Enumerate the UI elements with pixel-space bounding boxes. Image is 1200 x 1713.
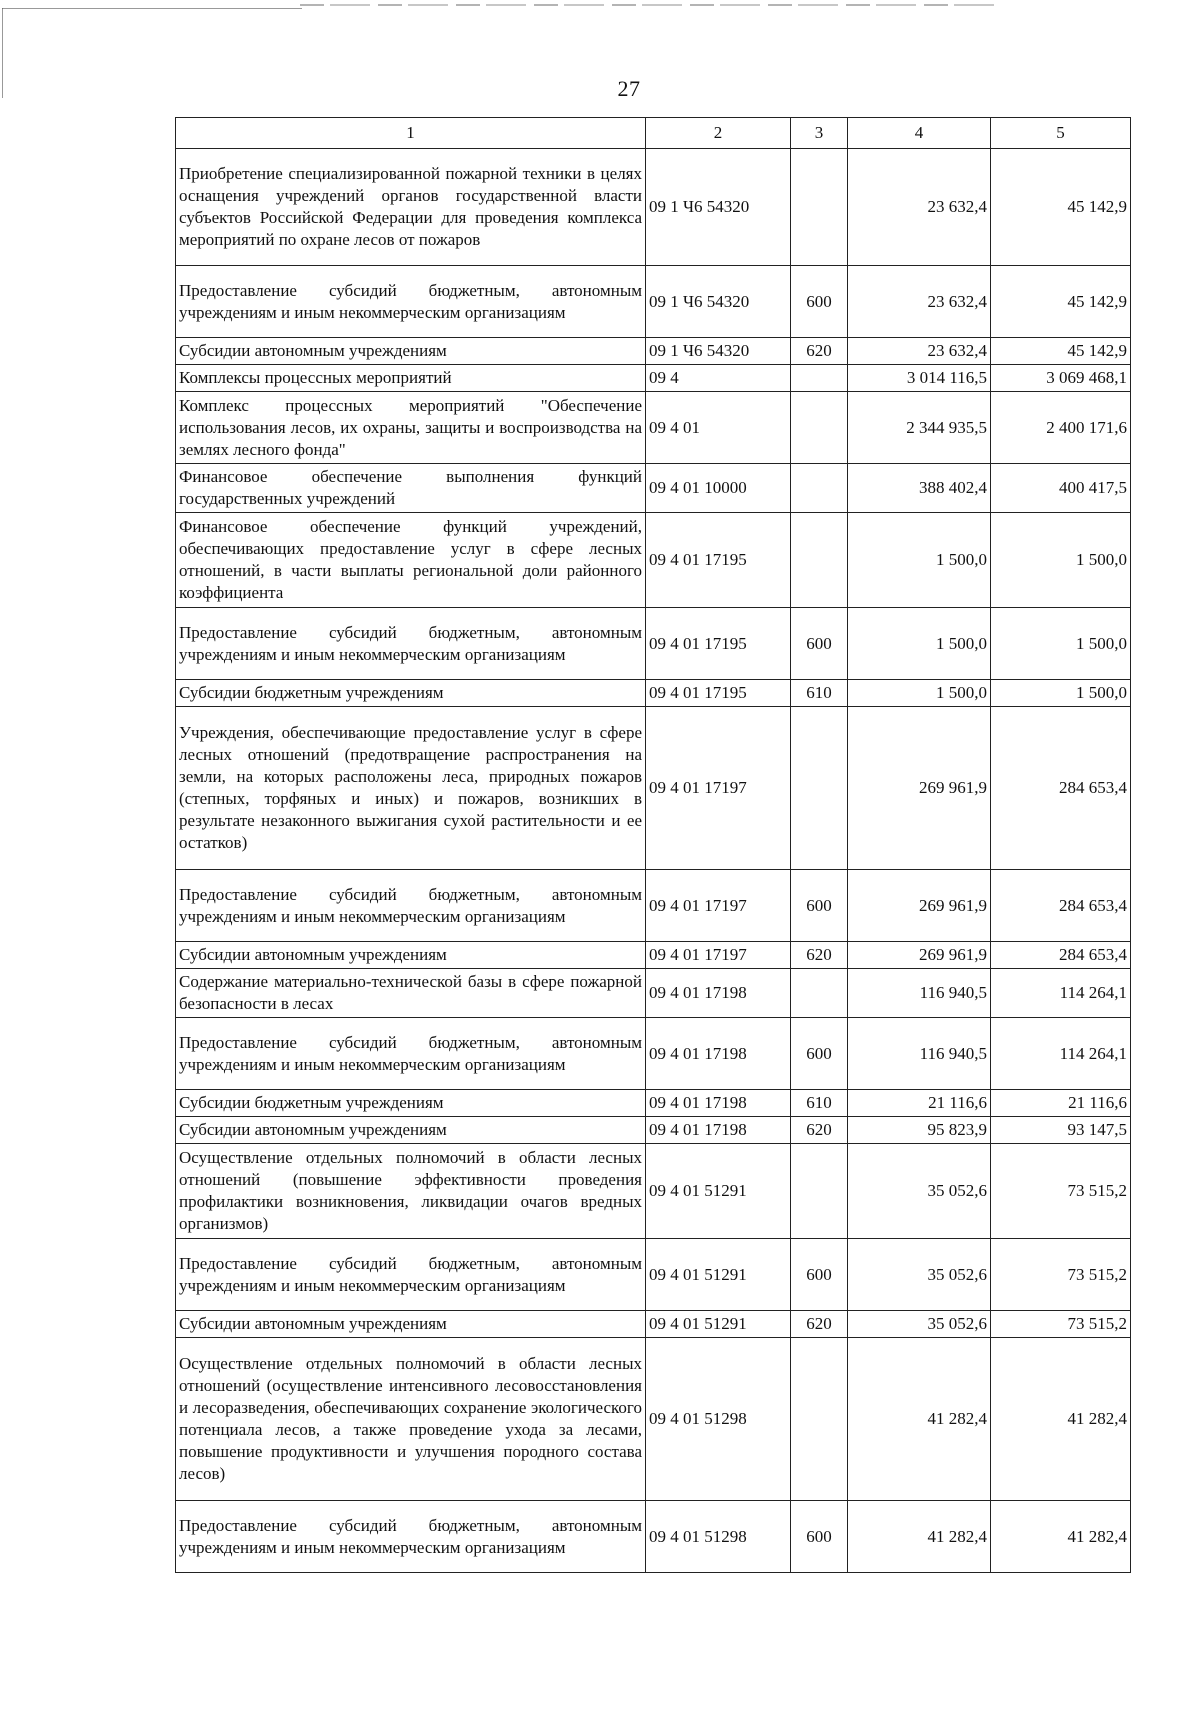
- row-name: Субсидии автономным учреждениям: [176, 1311, 646, 1338]
- row-name: Субсидии автономным учреждениям: [176, 942, 646, 969]
- row-type: [791, 1144, 848, 1239]
- row-type: [791, 513, 848, 608]
- row-value-col4: 41 282,4: [848, 1501, 991, 1573]
- table-row: [176, 942, 1131, 969]
- row-code: 09 4 01 51291: [646, 1311, 791, 1338]
- row-name: Осуществление отдельных полномочий в области лесных отношений (осуществление интенсивного лесовосстановления и лесоразведения, обеспечивающих сохранение экологического потенциала лесов, а также проведение ухода за лесами, повышение продуктивности и улучшения породного состава лесов): [176, 1338, 646, 1501]
- row-code: 09 4 01 51291: [646, 1239, 791, 1311]
- row-name: Субсидии бюджетным учреждениям: [176, 1090, 646, 1117]
- row-code: 09 4 01 51298: [646, 1338, 791, 1501]
- row-type: [791, 707, 848, 870]
- row-value-col5: 284 653,4: [991, 942, 1131, 969]
- table-row: [176, 1144, 1131, 1239]
- row-value-col5: 284 653,4: [991, 707, 1131, 870]
- header-cell: 1: [176, 118, 646, 149]
- table-row: [176, 513, 1131, 608]
- row-value-col4: 116 940,5: [848, 969, 991, 1018]
- row-value-col4: 269 961,9: [848, 707, 991, 870]
- page-number-container: [0, 76, 1200, 102]
- table-row: [176, 969, 1131, 1018]
- row-type: [791, 464, 848, 513]
- budget-table: [175, 117, 1131, 1573]
- row-code: 09 4 01 17195: [646, 680, 791, 707]
- row-value-col4: 21 116,6: [848, 1090, 991, 1117]
- row-value-col4: 3 014 116,5: [848, 365, 991, 392]
- row-code: 09 1 Ч6 54320: [646, 149, 791, 266]
- row-value-col5: 3 069 468,1: [991, 365, 1131, 392]
- row-name: Предоставление субсидий бюджетным, автономным учреждениям и иным некоммерческим организациям: [176, 608, 646, 680]
- table-row: [176, 1117, 1131, 1144]
- row-value-col5: 73 515,2: [991, 1311, 1131, 1338]
- row-value-col5: 1 500,0: [991, 513, 1131, 608]
- table-row: [176, 707, 1131, 870]
- table-row: [176, 1338, 1131, 1501]
- row-value-col5: 114 264,1: [991, 1018, 1131, 1090]
- row-value-col4: 269 961,9: [848, 870, 991, 942]
- row-value-col5: 114 264,1: [991, 969, 1131, 1018]
- row-code: 09 1 Ч6 54320: [646, 266, 791, 338]
- row-value-col4: 1 500,0: [848, 513, 991, 608]
- row-type: 610: [791, 680, 848, 707]
- table-row: [176, 608, 1131, 680]
- row-value-col5: 73 515,2: [991, 1144, 1131, 1239]
- row-code: 09 4: [646, 365, 791, 392]
- row-value-col4: 35 052,6: [848, 1144, 991, 1239]
- row-name: Учреждения, обеспечивающие предоставление услуг в сфере лесных отношений (предотвращение распространения на земли, на которых расположены леса, природных пожаров (степных, торфяных и иных) и пожаров, возникших в результате незаконного выжигания сухой растительности и ее остатков): [176, 707, 646, 870]
- row-name: Предоставление субсидий бюджетным, автономным учреждениям и иным некоммерческим организациям: [176, 266, 646, 338]
- row-value-col4: 2 344 935,5: [848, 392, 991, 464]
- row-name: Осуществление отдельных полномочий в области лесных отношений (повышение эффективности проведения профилактики возникновения, ликвидации очагов вредных организмов): [176, 1144, 646, 1239]
- row-code: 09 4 01 17198: [646, 969, 791, 1018]
- row-type: 600: [791, 1239, 848, 1311]
- table-row: [176, 266, 1131, 338]
- row-type: 610: [791, 1090, 848, 1117]
- table-row: [176, 338, 1131, 365]
- row-value-col4: 23 632,4: [848, 338, 991, 365]
- row-value-col4: 1 500,0: [848, 608, 991, 680]
- table-row: [176, 149, 1131, 266]
- row-type: 620: [791, 942, 848, 969]
- row-value-col5: 73 515,2: [991, 1239, 1131, 1311]
- row-name: Предоставление субсидий бюджетным, автономным учреждениям и иным некоммерческим организациям: [176, 1239, 646, 1311]
- row-type: 600: [791, 608, 848, 680]
- row-code: 09 4 01 17198: [646, 1018, 791, 1090]
- row-code: 09 4 01: [646, 392, 791, 464]
- row-value-col5: 45 142,9: [991, 149, 1131, 266]
- row-value-col4: 23 632,4: [848, 266, 991, 338]
- header-cell: 3: [791, 118, 848, 149]
- row-type: 600: [791, 1018, 848, 1090]
- row-code: 09 4 01 17197: [646, 870, 791, 942]
- table-row: [176, 870, 1131, 942]
- header-cell: 5: [991, 118, 1131, 149]
- row-name: Субсидии автономным учреждениям: [176, 338, 646, 365]
- row-type: [791, 969, 848, 1018]
- page-number: 27: [617, 76, 641, 101]
- row-name: Финансовое обеспечение функций учреждений, обеспечивающих предоставление услуг в сфере лесных отношений, в части выплаты региональной доли районного коэффициента: [176, 513, 646, 608]
- row-name: Предоставление субсидий бюджетным, автономным учреждениям и иным некоммерческим организациям: [176, 1018, 646, 1090]
- row-code: 09 1 Ч6 54320: [646, 338, 791, 365]
- row-code: 09 4 01 51298: [646, 1501, 791, 1573]
- row-value-col4: 1 500,0: [848, 680, 991, 707]
- row-code: 09 4 01 17197: [646, 942, 791, 969]
- scan-edge-top: [300, 4, 1000, 6]
- table-row: [176, 1501, 1131, 1573]
- header-cell: 2: [646, 118, 791, 149]
- table-row: [176, 1239, 1131, 1311]
- row-type: 620: [791, 1117, 848, 1144]
- row-value-col5: 45 142,9: [991, 338, 1131, 365]
- row-value-col5: 93 147,5: [991, 1117, 1131, 1144]
- row-value-col5: 45 142,9: [991, 266, 1131, 338]
- table-row: [176, 1018, 1131, 1090]
- scan-edge-top-left: [2, 8, 302, 9]
- table-row: [176, 392, 1131, 464]
- row-code: 09 4 01 10000: [646, 464, 791, 513]
- row-value-col4: 269 961,9: [848, 942, 991, 969]
- row-type: [791, 1338, 848, 1501]
- row-type: [791, 365, 848, 392]
- table-row: [176, 464, 1131, 513]
- row-type: 600: [791, 266, 848, 338]
- row-name: Приобретение специализированной пожарной техники в целях оснащения учреждений органов государственной власти субъектов Российской Федерации для проведения комплекса мероприятий по охране лесов от пожаров: [176, 149, 646, 266]
- row-code: 09 4 01 17195: [646, 513, 791, 608]
- row-value-col4: 23 632,4: [848, 149, 991, 266]
- table-row: [176, 365, 1131, 392]
- table-row: [176, 680, 1131, 707]
- row-value-col5: 21 116,6: [991, 1090, 1131, 1117]
- row-value-col5: 400 417,5: [991, 464, 1131, 513]
- row-value-col4: 116 940,5: [848, 1018, 991, 1090]
- row-type: [791, 392, 848, 464]
- row-name: Комплекс процессных мероприятий "Обеспечение использования лесов, их охраны, защиты и воспроизводства на землях лесного фонда": [176, 392, 646, 464]
- row-value-col4: 95 823,9: [848, 1117, 991, 1144]
- row-name: Предоставление субсидий бюджетным, автономным учреждениям и иным некоммерческим организациям: [176, 870, 646, 942]
- row-type: 600: [791, 870, 848, 942]
- row-value-col4: 388 402,4: [848, 464, 991, 513]
- row-name: Субсидии автономным учреждениям: [176, 1117, 646, 1144]
- row-value-col4: 35 052,6: [848, 1311, 991, 1338]
- row-name: Предоставление субсидий бюджетным, автономным учреждениям и иным некоммерческим организациям: [176, 1501, 646, 1573]
- row-name: Субсидии бюджетным учреждениям: [176, 680, 646, 707]
- row-type: 620: [791, 338, 848, 365]
- row-name: Комплексы процессных мероприятий: [176, 365, 646, 392]
- row-type: [791, 149, 848, 266]
- row-type: 620: [791, 1311, 848, 1338]
- row-name: Содержание материально-технической базы в сфере пожарной безопасности в лесах: [176, 969, 646, 1018]
- table-row: [176, 1090, 1131, 1117]
- row-value-col5: 1 500,0: [991, 608, 1131, 680]
- row-value-col5: 41 282,4: [991, 1501, 1131, 1573]
- row-type: 600: [791, 1501, 848, 1573]
- row-code: 09 4 01 17197: [646, 707, 791, 870]
- row-value-col5: 2 400 171,6: [991, 392, 1131, 464]
- table-header-row: [176, 118, 1131, 149]
- row-value-col4: 41 282,4: [848, 1338, 991, 1501]
- row-value-col4: 35 052,6: [848, 1239, 991, 1311]
- row-value-col5: 1 500,0: [991, 680, 1131, 707]
- table-row: [176, 1311, 1131, 1338]
- row-code: 09 4 01 17195: [646, 608, 791, 680]
- row-value-col5: 41 282,4: [991, 1338, 1131, 1501]
- row-code: 09 4 01 51291: [646, 1144, 791, 1239]
- row-value-col5: 284 653,4: [991, 870, 1131, 942]
- header-cell: 4: [848, 118, 991, 149]
- row-name: Финансовое обеспечение выполнения функций государственных учреждений: [176, 464, 646, 513]
- row-code: 09 4 01 17198: [646, 1090, 791, 1117]
- row-code: 09 4 01 17198: [646, 1117, 791, 1144]
